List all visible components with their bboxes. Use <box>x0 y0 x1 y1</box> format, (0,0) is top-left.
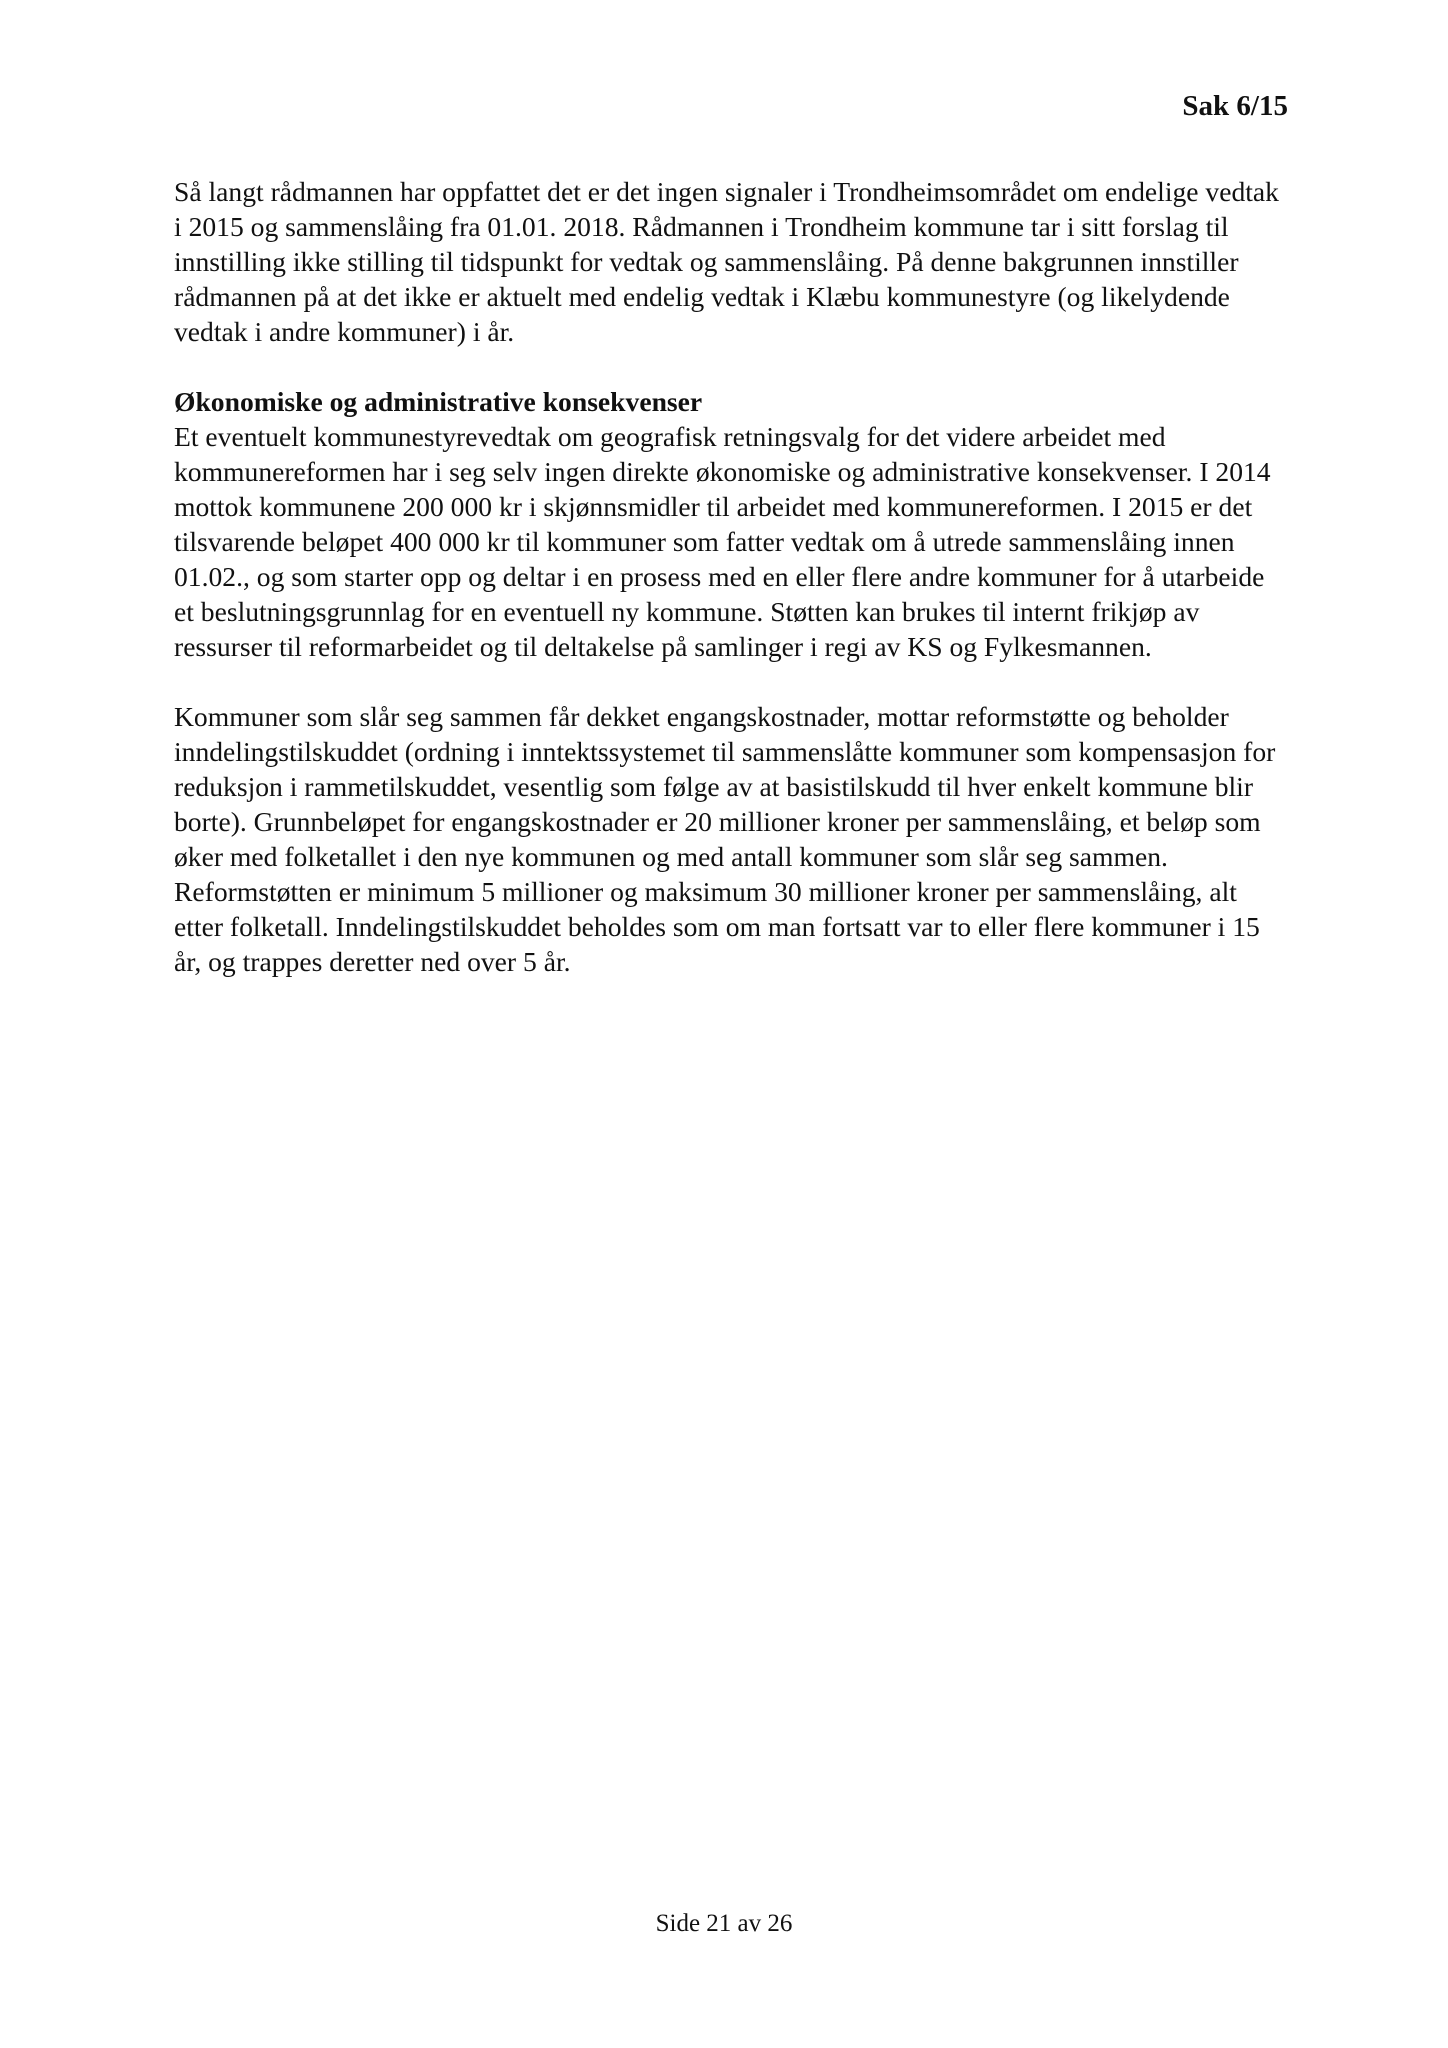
intro-paragraph: Så langt rådmannen har oppfattet det er det ingen signaler i Trondheimsområdet om endelige vedtak i 2015 og sammenslåing fra 01.01. 2018. Rådmannen i Trondheim kommune tar i sitt forslag til innstilling ikke stilling til tidspunkt for vedtak og sammenslåing. På denne bakgrunnen innstiller rådmannen på at det ikke er aktuelt med endelig vedtak i Klæbu kommunestyre (og likelydende vedtak i andre kommuner) i år. <box>174 176 1279 347</box>
document-body <box>174 174 1284 979</box>
merger-support-paragraph: Kommuner som slår seg sammen får dekket engangskostnader, mottar reformstøtte og beholder inndelingstilskuddet (ordning i inntektssystemet til sammenslåtte kommuner som kompensasjon for reduksjon i rammetilskuddet, vesentlig som følge av at basistilskudd til hver enkelt kommune blir borte). Grunnbeløpet for engangskostnader er 20 millioner kroner per sammenslåing, et beløp som øker med folketallet i den nye kommunen og med antall kommuner som slår seg sammen. Reformstøtten er minimum 5 millioner og maksimum 30 millioner kroner per sammenslåing, alt etter folketall. Inndelingstilskuddet beholdes som om man fortsatt var to eller flere kommuner i 15 år, og trappes deretter ned over 5 år. <box>174 701 1276 977</box>
economics-paragraph: Et eventuelt kommunestyrevedtak om geografisk retningsvalg for det videre arbeidet med kommunereformen har i seg selv ingen direkte økonomiske og administrative konsekvenser. I 2014 mottok kommunene 200 000 kr i skjønnsmidler til arbeidet med kommunereformen. I 2015 er det tilsvarende beløpet 400 000 kr til kommuner som fatter vedtak om å utrede sammenslåing innen 01.02., og som starter opp og deltar i en prosess med en eller flere andre kommuner for å utarbeide et beslutningsgrunnlag for en eventuell ny kommune. Støtten kan brukes til internt frikjøp av ressurser til reformarbeidet og til deltakelse på samlinger i regi av KS og Fylkesmannen. <box>174 421 1271 662</box>
case-number: Sak 6/15 <box>1182 90 1288 122</box>
page-footer: Side 21 av 26 <box>655 1910 793 1937</box>
section-heading: Økonomiske og administrative konsekvenser <box>174 386 703 417</box>
